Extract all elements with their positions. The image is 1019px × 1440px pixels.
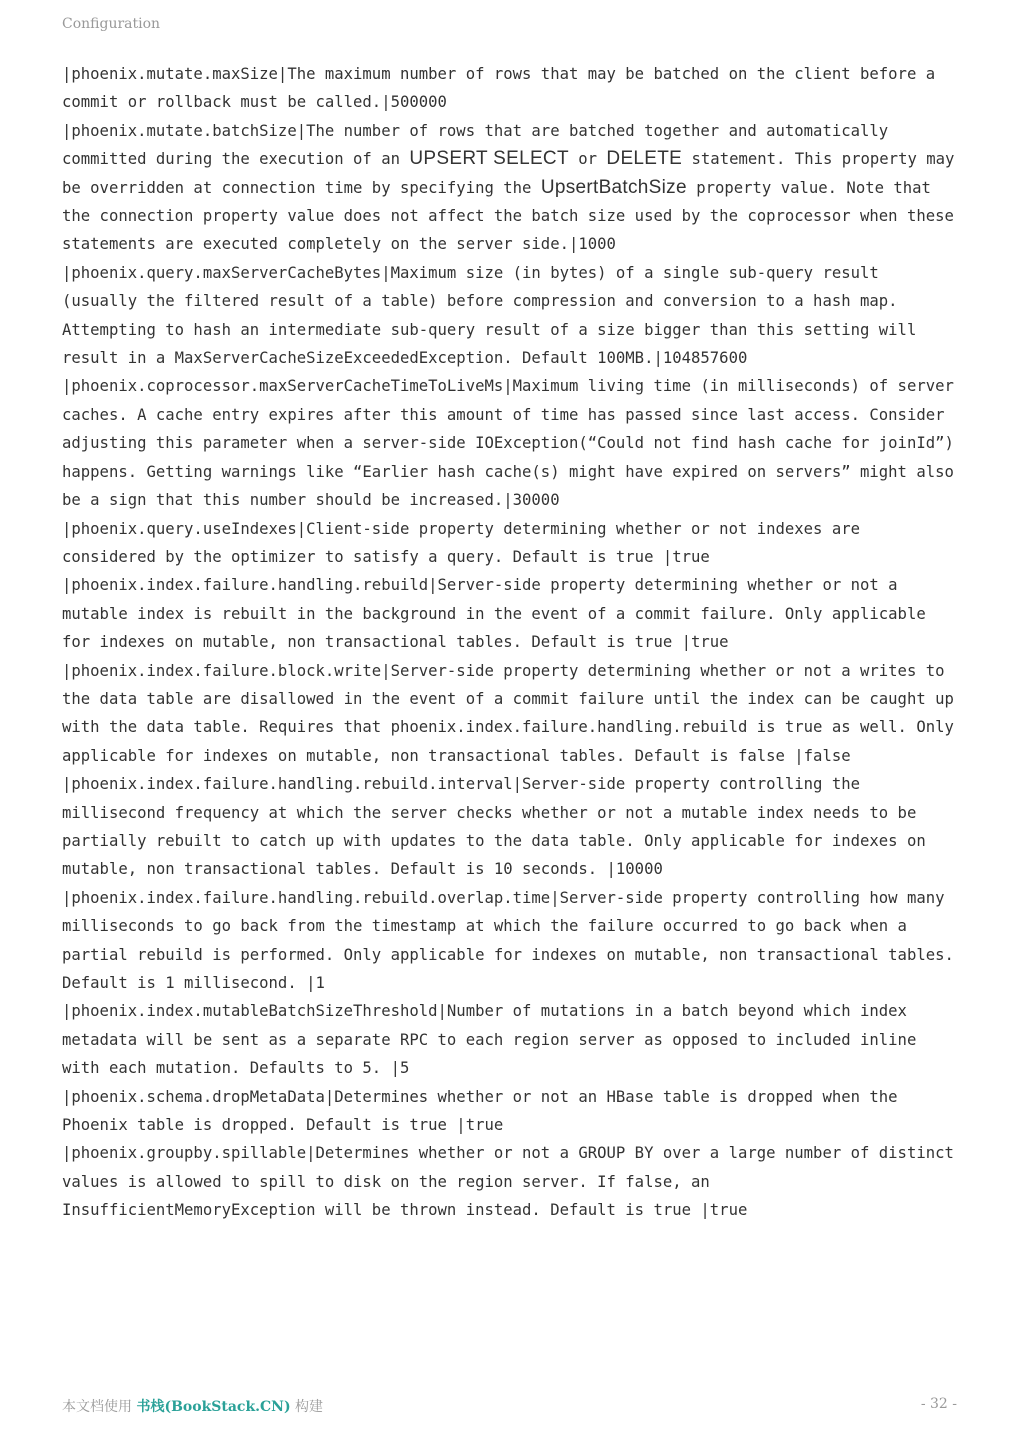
config-entry-failure-block-write: |phoenix.index.failure.block.write|Server-side property determining whether or not a writes to the data table are disallowed in the event of a commit failure until the index can be caught up with the data table. Requires that phoenix.index.failure.handling.rebuild is true as well. Only applicable for indexes on mutable, non transactional tables. Default is false |false xyxy=(62,661,964,765)
config-entry-mutate-maxsize: |phoenix.mutate.maxSize|The maximum number of rows that may be batched on the client before a commit or rollback must be called.|500000 xyxy=(62,65,945,112)
footer-prefix: 本文档使用 xyxy=(62,1399,137,1415)
config-entry-use-indexes: |phoenix.query.useIndexes|Client-side property determining whether or not indexes are considered by the optimizer to satisfy a query. Default is true |true xyxy=(62,519,870,566)
entry-text: property value. Note that the connection property value does not affect the batch size used by the coprocessor when these statements are executed completely on the server side.|1000 xyxy=(62,178,964,254)
config-entry-drop-metadata: |phoenix.schema.dropMetaData|Determines whether or not an HBase table is dropped when the Phoenix table is dropped. Default is true |true xyxy=(62,1087,907,1135)
page-header-title: Configuration xyxy=(62,16,161,32)
keyword-upsertbatchsize: UpsertBatchSize xyxy=(540,176,687,198)
entry-text: |phoenix.mutate.batchSize|The number of rows that are batched together and automatically committed during the execution of an xyxy=(62,121,898,169)
keyword-delete: DELETE xyxy=(606,148,683,170)
keyword-upsert-select: UPSERT SELECT xyxy=(409,148,569,170)
config-entry-mutable-batch-threshold: |phoenix.index.mutableBatchSizeThreshold|Number of mutations in a batch beyond which index metadata will be sent as a separate RPC to each region server as opposed to included inline with each mutation. Defaults to 5. |5 xyxy=(62,1002,926,1078)
config-entry-rebuild-overlap-time: |phoenix.index.failure.handling.rebuild.overlap.time|Server-side property controlling how many milliseconds to go back from the timestamp at which the failure occurred to go back when a partial rebuild is performed. Only applicable for indexes on mutable, non transactional tables. Default is 1 millisecond. |1 xyxy=(62,888,964,992)
page-number: - 32 - xyxy=(920,1396,957,1412)
config-entry-failure-handling-rebuild: |phoenix.index.failure.handling.rebuild|Server-side property determining whether or not a mutable index is rebuilt in the background in the event of a commit failure. Only applicable for indexes on mutable, non transactional tables. Default is true |true xyxy=(62,576,936,652)
entry-text: or xyxy=(568,150,607,169)
config-entry-max-server-cache-ttl: |phoenix.coprocessor.maxServerCacheTimeToLiveMs|Maximum living time (in milliseconds) of server caches. A cache entry expires after this amount of time has passed since last access. Consider adjusting this parameter when a server-side IOException(“Could not find hash cache for joinId”) happens. Getting warnings like “Earlier hash cache(s) might have expired on servers” might also be a sign that this number should be increased.|30000 xyxy=(62,377,964,510)
document-body xyxy=(62,60,962,1225)
footer-suffix: 构建 xyxy=(290,1399,324,1415)
footer-attribution xyxy=(62,1396,323,1416)
config-entry-groupby-spillable: |phoenix.groupby.spillable|Determines whether or not a GROUP BY over a large number of distinct values is allowed to spill to disk on the region server. If false, an InsufficientMemoryException will be thrown instead. Default is true |true xyxy=(62,1144,964,1220)
bookstack-link[interactable]: 书栈(BookStack.CN) xyxy=(136,1399,291,1415)
entry-text: statement. This property may be overridden at connection time by specifying the xyxy=(62,150,964,197)
config-entry-mutate-batchsize xyxy=(62,117,962,259)
config-entry-rebuild-interval: |phoenix.index.failure.handling.rebuild.interval|Server-side property controlling the millisecond frequency at which the server checks whether or not a mutable index needs to be partially rebuilt to catch up with updates to the data table. Only applicable for indexes on mutable, non transactional tables. Default is 10 seconds. |10000 xyxy=(62,775,936,879)
config-entry-max-server-cache-bytes: |phoenix.query.maxServerCacheBytes|Maximum size (in bytes) of a single sub-query result (usually the filtered result of a table) before compression and conversion to a hash map. Attempting to hash an intermediate sub-query result of a size bigger than this setting will result in a MaxServerCacheSizeExceededException. Default 100MB.|104857600 xyxy=(62,263,926,368)
